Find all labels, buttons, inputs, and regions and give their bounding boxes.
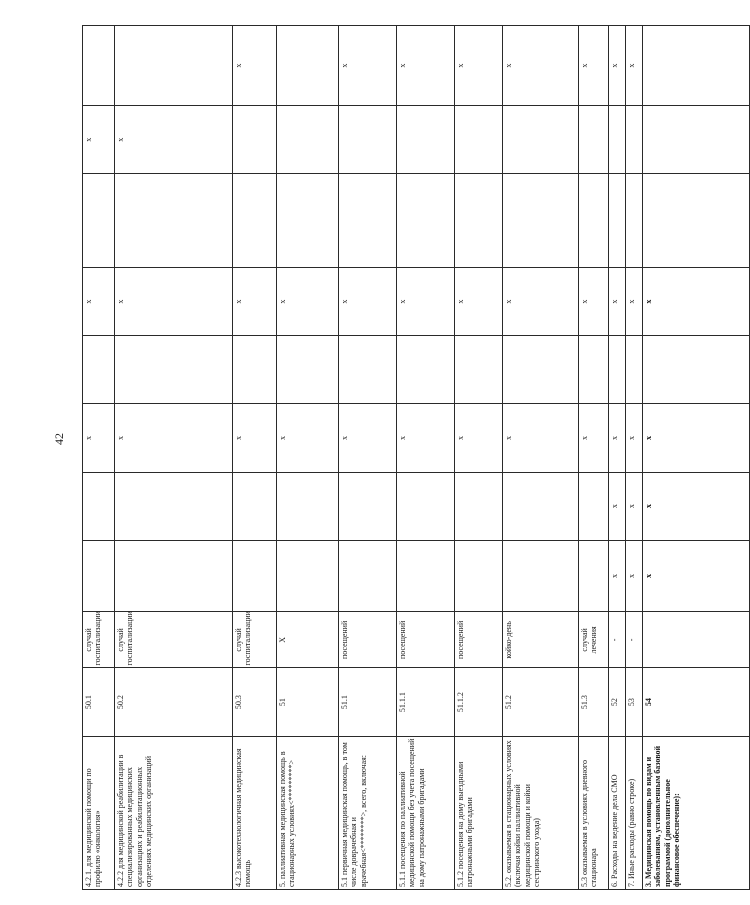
value-cell	[233, 106, 277, 174]
value-cell	[83, 26, 115, 106]
unit-cell: X	[277, 612, 339, 668]
value-cell	[115, 472, 233, 540]
value-cell: х	[503, 268, 579, 336]
value-cell: х	[83, 106, 115, 174]
value-cell: х	[397, 26, 455, 106]
row-name-cell: 4.2.1. для медицинской помощи по профилю «онкология»	[83, 736, 115, 889]
unit-cell: койко-день	[503, 612, 579, 668]
unit-cell: посещений	[397, 612, 455, 668]
table-row	[609, 26, 626, 890]
value-cell	[626, 106, 643, 174]
value-cell	[455, 174, 503, 268]
value-cell: х	[609, 268, 626, 336]
value-cell: х	[643, 268, 750, 336]
value-cell	[233, 174, 277, 268]
value-cell	[503, 106, 579, 174]
value-cell	[503, 174, 579, 268]
unit-cell: -	[626, 612, 643, 668]
value-cell	[609, 106, 626, 174]
value-cell: х	[626, 472, 643, 540]
table-row	[455, 26, 503, 890]
value-cell	[503, 336, 579, 404]
value-cell	[397, 174, 455, 268]
table-row	[83, 26, 115, 890]
value-cell	[233, 472, 277, 540]
value-cell: х	[115, 268, 233, 336]
unit-cell: случай госпитализации	[83, 612, 115, 668]
value-cell	[626, 174, 643, 268]
unit-cell: -	[609, 612, 626, 668]
value-cell: х	[115, 404, 233, 472]
value-cell: х	[643, 540, 750, 612]
row-name-cell: 3. Медицинская помощь по видам и заболеваниям, установленным базовой программой (дополнительное финансовое обеспечение):	[643, 736, 750, 889]
value-cell	[503, 472, 579, 540]
value-cell	[579, 174, 609, 268]
value-cell: х	[609, 26, 626, 106]
row-code-cell: 51.1	[339, 668, 397, 736]
value-cell: х	[609, 404, 626, 472]
value-cell: х	[115, 106, 233, 174]
row-code-cell: 53	[626, 668, 643, 736]
value-cell	[277, 174, 339, 268]
row-code-cell: 51.3	[579, 668, 609, 736]
value-cell: х	[626, 404, 643, 472]
value-cell	[115, 174, 233, 268]
page-number: 42	[52, 433, 66, 445]
value-cell: х	[83, 404, 115, 472]
value-cell: х	[609, 540, 626, 612]
value-cell: х	[277, 268, 339, 336]
table-row	[626, 26, 643, 890]
value-cell: х	[643, 472, 750, 540]
value-cell	[643, 174, 750, 268]
value-cell	[83, 336, 115, 404]
value-cell	[233, 336, 277, 404]
value-cell	[115, 336, 233, 404]
unit-cell: случай лечения	[579, 612, 609, 668]
value-cell: х	[626, 540, 643, 612]
value-cell	[455, 106, 503, 174]
value-cell: х	[233, 26, 277, 106]
row-name-cell: 5. паллиативная медицинская помощь в стационарных условиях<*********>	[277, 736, 339, 889]
table-row	[115, 26, 233, 890]
row-name-cell: 5.3 оказываемая в условиях дневного стационара	[579, 736, 609, 889]
value-cell	[339, 336, 397, 404]
row-code-cell: 51.2	[503, 668, 579, 736]
value-cell: х	[233, 268, 277, 336]
table-row	[643, 26, 750, 890]
table-row	[397, 26, 455, 890]
row-name-cell: 5.1 первичная медицинская помощь, в том числе доврачебная и врачебная<********>, всего, включая:	[339, 736, 397, 889]
row-code-cell: 50.1	[83, 668, 115, 736]
row-name-cell: 5.2. оказываемая в стационарных условиях (включая койки паллиативной медицинской помощи и койки сестринского ухода)	[503, 736, 579, 889]
value-cell	[277, 336, 339, 404]
value-cell	[115, 540, 233, 612]
value-cell	[643, 106, 750, 174]
value-cell: х	[503, 26, 579, 106]
table-row	[503, 26, 579, 890]
table-row	[339, 26, 397, 890]
table-row	[277, 26, 339, 890]
value-cell: х	[277, 404, 339, 472]
value-cell: х	[455, 26, 503, 106]
value-cell	[397, 106, 455, 174]
value-cell	[115, 26, 233, 106]
value-cell	[339, 174, 397, 268]
value-cell: х	[339, 268, 397, 336]
value-cell: х	[339, 404, 397, 472]
value-cell: х	[339, 26, 397, 106]
table-row	[579, 26, 609, 890]
value-cell	[455, 336, 503, 404]
value-cell	[503, 540, 579, 612]
value-cell	[339, 540, 397, 612]
value-cell	[626, 336, 643, 404]
value-cell	[643, 336, 750, 404]
value-cell: х	[579, 26, 609, 106]
unit-cell: случай госпитализации	[115, 612, 233, 668]
row-name-cell: 5.1.2 посещения на дому выездными патронажными бригадами	[455, 736, 503, 889]
value-cell: х	[579, 404, 609, 472]
value-cell	[83, 174, 115, 268]
row-name-cell: 5.1.1 посещения по паллиативной медицинской помощи без учета посещений на дому патронажными бригадами	[397, 736, 455, 889]
table-row	[233, 26, 277, 890]
unit-cell: случай госпитализации	[233, 612, 277, 668]
unit-cell: посещений	[455, 612, 503, 668]
value-cell	[277, 26, 339, 106]
value-cell: х	[455, 268, 503, 336]
row-code-cell: 51.1.1	[397, 668, 455, 736]
value-cell: х	[503, 404, 579, 472]
financing-table	[82, 25, 750, 890]
value-cell	[579, 106, 609, 174]
value-cell: х	[579, 268, 609, 336]
value-cell	[397, 472, 455, 540]
unit-cell	[643, 612, 750, 668]
value-cell	[397, 540, 455, 612]
row-code-cell: 54	[643, 668, 750, 736]
value-cell: х	[233, 404, 277, 472]
value-cell	[455, 540, 503, 612]
value-cell: х	[397, 404, 455, 472]
value-cell	[233, 540, 277, 612]
value-cell	[579, 472, 609, 540]
value-cell	[609, 174, 626, 268]
value-cell	[277, 106, 339, 174]
value-cell	[339, 472, 397, 540]
value-cell	[83, 540, 115, 612]
value-cell	[277, 472, 339, 540]
value-cell	[643, 26, 750, 106]
value-cell	[609, 336, 626, 404]
value-cell	[339, 106, 397, 174]
row-code-cell: 50.3	[233, 668, 277, 736]
value-cell	[83, 472, 115, 540]
value-cell: х	[397, 268, 455, 336]
row-name-cell: 4.2.2 для медицинской реабилитации в специализированных медицинских организациях и реабилитационных отделениях медицинских организаций	[115, 736, 233, 889]
value-cell: х	[626, 268, 643, 336]
value-cell	[277, 540, 339, 612]
row-code-cell: 51	[277, 668, 339, 736]
row-name-cell: 4.2.3 высокотехнологичная медицинская помощь	[233, 736, 277, 889]
value-cell: х	[626, 26, 643, 106]
value-cell: х	[643, 404, 750, 472]
value-cell	[397, 336, 455, 404]
unit-cell: посещений	[339, 612, 397, 668]
row-code-cell: 51.1.2	[455, 668, 503, 736]
value-cell: х	[455, 404, 503, 472]
value-cell	[579, 336, 609, 404]
value-cell: х	[609, 472, 626, 540]
row-code-cell: 50.2	[115, 668, 233, 736]
row-name-cell: 7. Иные расходы (равно строке)	[626, 736, 643, 889]
value-cell	[579, 540, 609, 612]
value-cell: х	[83, 268, 115, 336]
row-name-cell: 6. Расходы на ведение дела СМО	[609, 736, 626, 889]
row-code-cell: 52	[609, 668, 626, 736]
value-cell	[455, 472, 503, 540]
